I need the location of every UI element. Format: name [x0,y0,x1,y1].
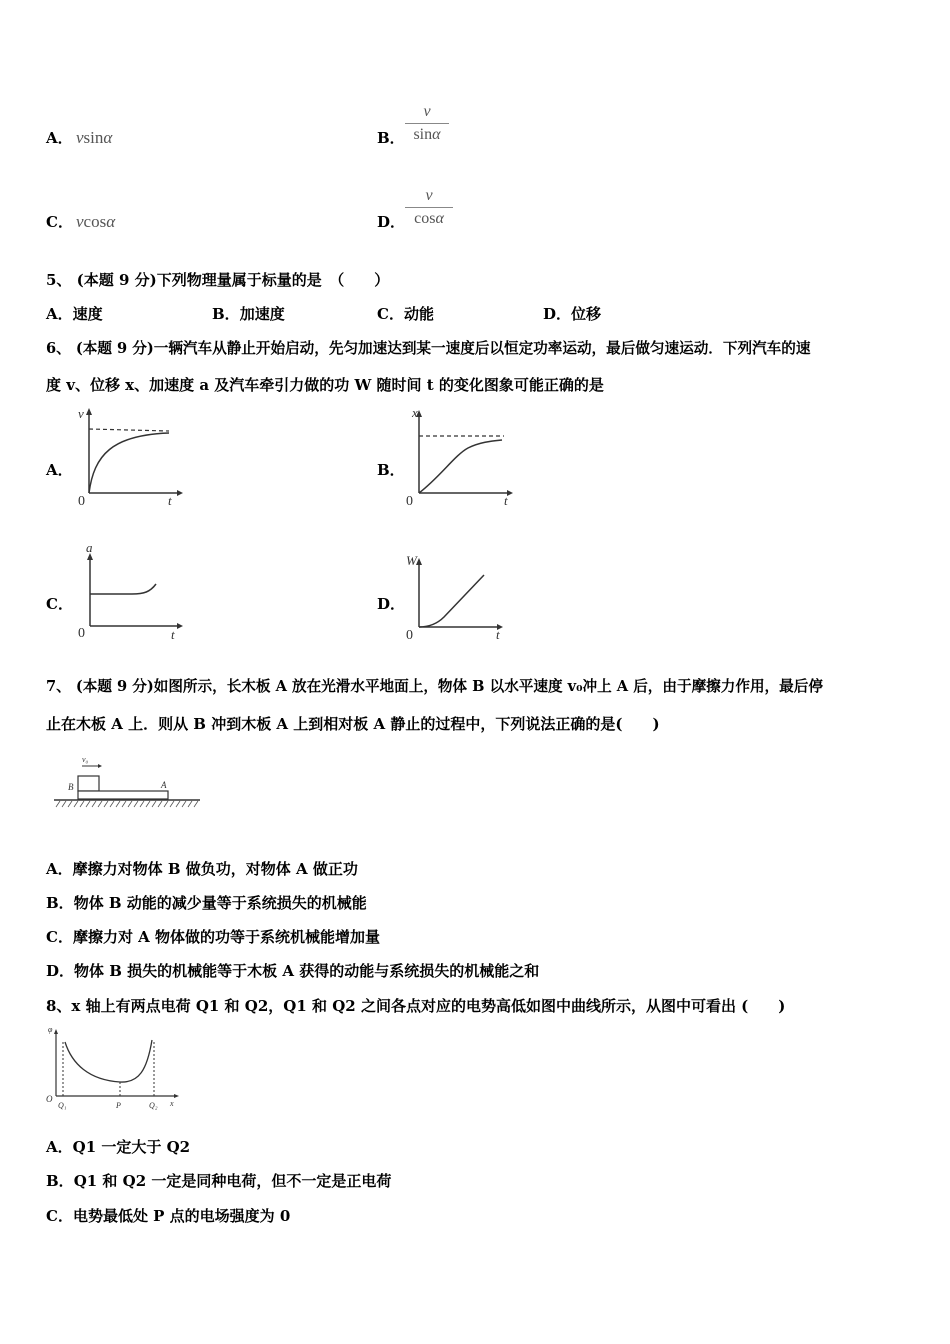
board-a [78,791,168,799]
q6-b-x-axis-label: t [504,493,508,508]
q8-p-label: P [116,1101,121,1110]
q6-graph-a [72,405,187,510]
q4-c-angle: α [106,212,116,231]
q6-graph-c [72,540,187,645]
q7-option-b: B．物体 B 动能的减少量等于系统损失的机械能 [46,894,367,912]
q4-option-a-label: A． [46,129,73,147]
q8-q1-label: Q₁ [58,1101,67,1110]
q4-option-d-fraction [405,187,453,228]
fraction-bar [405,123,449,124]
hatch-line [146,801,150,807]
hatch-line [128,801,132,807]
q8-figure-potential-curve [44,1022,194,1114]
q8-option-c: C．电势最低处 P 点的电场强度为 0 [46,1207,291,1225]
q4-c-var: v [76,212,84,231]
q4-a-angle: α [103,128,113,147]
q6-a-y-axis-label: v [78,406,84,421]
q6-d-x-axis-label: t [496,627,500,642]
q5-option-a: A．速度 [46,305,103,323]
hatch-line [104,801,108,807]
q8-x-axis-label: x [170,1099,174,1108]
q5-stem: 5、 (本题 9 分)下列物理量属于标量的是 （ ） [46,271,390,289]
q6-b-origin-label: 0 [406,494,413,509]
hatch-line [158,801,162,807]
q6-d-origin-label: 0 [406,628,413,643]
q4-option-a-expression [76,128,112,148]
q4-b-denominator: sinα [413,126,441,143]
hatch-line [86,801,90,807]
hatch-line [116,801,120,807]
hatch-line [152,801,156,807]
hatch-line [80,801,84,807]
hatch-line [56,801,60,807]
q6-d-y-axis-label: W [406,553,417,568]
q6-option-d-label: D． [377,595,406,613]
q6-option-b-label: B． [377,461,405,479]
q7-figure-board-block [52,750,204,810]
q5-option-c: C．动能 [377,305,434,323]
q6-a-origin-label: 0 [78,494,85,509]
q4-d-numerator: v [425,187,433,204]
q6-graph-d [400,545,510,645]
q4-option-b-fraction [405,103,449,144]
hatch-line [68,801,72,807]
q6-c-origin-label: 0 [78,626,85,641]
q8-y-axis-label: φ [48,1025,53,1034]
q6-graph-b [400,405,520,510]
hatch-line [74,801,78,807]
q8-option-a: A．Q1 一定大于 Q2 [46,1138,191,1156]
hatch-line [188,801,192,807]
q4-option-b-label: B． [377,129,405,147]
hatch-line [62,801,66,807]
q4-b-numerator: v [423,103,431,120]
q6-stem-line1: 6、 (本题 9 分)一辆汽车从静止开始启动，先匀加速达到某一速度后以恒定功率运动，最后做匀速运动．下列汽车的速 [46,340,811,357]
fraction-bar [405,207,453,208]
hatch-line [98,801,102,807]
q4-d-denominator: cosα [414,210,444,227]
q4-a-var: v [76,128,84,147]
block-b [78,776,99,791]
q6-option-c-label: C． [46,595,73,613]
q7-stem-line1: 7、 (本题 9 分)如图所示，长木板 A 放在光滑水平地面上，物体 B 以水平速度 v₀冲上 A 后，由于摩擦力作用，最后停 [46,678,823,695]
q5-option-b: B．加速度 [212,305,285,323]
q7-option-c: C．摩擦力对 A 物体做的功等于系统机械能增加量 [46,928,381,946]
q8-option-b: B．Q1 和 Q2 一定是同种电荷，但不一定是正电荷 [46,1172,392,1190]
q8-origin-label: O [46,1094,53,1104]
hatch-line [110,801,114,807]
q7-stem-line2: 止在木板 A 上．则从 B 冲到木板 A 上到相对板 A 静止的过程中，下列说法正确的是( ) [46,715,660,733]
q7-board-label: A [161,780,167,790]
hatch-line [170,801,174,807]
hatch-line [194,801,198,807]
hatch-line [134,801,138,807]
q7-velocity-label: v₀ [82,755,89,764]
ground-hatching [56,801,198,807]
q4-option-c-label: C． [46,213,73,231]
q7-option-a: A．摩擦力对物体 B 做负功，对物体 A 做正功 [46,860,358,878]
q7-block-label: B [68,782,74,792]
hatch-line [164,801,168,807]
q6-b-y-axis-label: x [412,405,418,420]
hatch-line [92,801,96,807]
q6-stem-line2: 度 v、位移 x、加速度 a 及汽车牵引力做的功 W 随时间 t 的变化图象可能正确的是 [46,376,604,394]
q6-c-x-axis-label: t [171,627,175,642]
q6-a-x-axis-label: t [168,493,172,508]
q6-c-y-axis-label: a [86,540,93,555]
hatch-line [122,801,126,807]
q8-stem: 8、x 轴上有两点电荷 Q1 和 Q2，Q1 和 Q2 之间各点对应的电势高低如图中曲线所示，从图中可看出 ( ) [46,997,786,1015]
q6-option-a-label: A． [46,461,73,479]
q4-a-fn: sin [83,128,104,147]
q4-option-d-label: D． [377,213,406,231]
q8-q2-label: Q₂ [149,1101,158,1110]
q4-option-c-expression [76,212,115,232]
q4-c-fn: cos [83,212,107,231]
hatch-line [140,801,144,807]
hatch-line [182,801,186,807]
q7-option-d: D．物体 B 损失的机械能等于木板 A 获得的动能与系统损失的机械能之和 [46,962,540,980]
q5-option-d: D．位移 [543,305,602,323]
hatch-line [176,801,180,807]
